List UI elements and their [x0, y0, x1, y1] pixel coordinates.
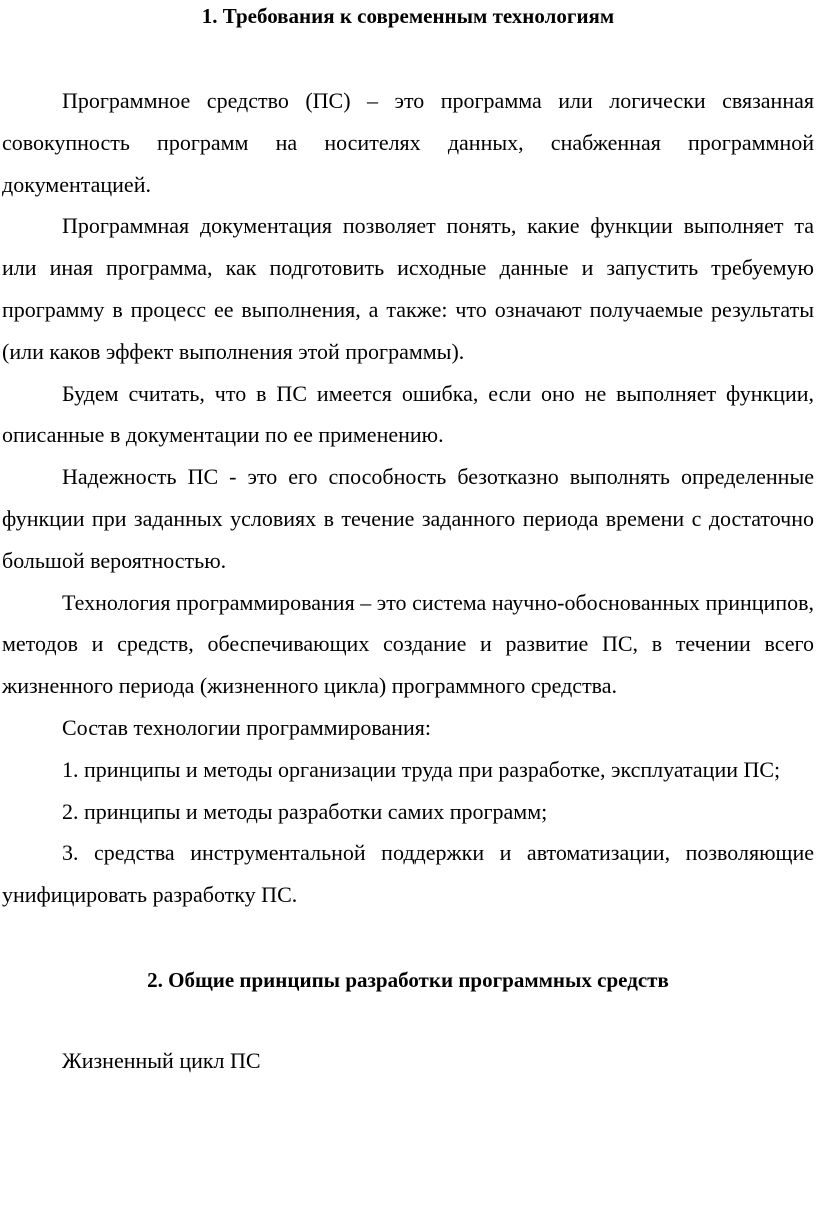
paragraph-error-definition: Будем считать, что в ПС имеется ошибка, если оно не выполняет функции, описанные в документации по ее применению.	[2, 380, 814, 448]
list-item-1: 1. принципы и методы организации труда при разработке, эксплуатации ПС;	[62, 756, 781, 782]
section-2-title: 2. Общие принципы разработки программных средств	[147, 967, 669, 992]
paragraph-documentation: Программная документация позволяет понять, какие функции выполняет та или иная программа, как подготовить исходные данные и запустить требуемую программу в процесс ее выполнения, а также: что означают получаемые результаты (или каков эффект выполнения этой программы).	[2, 213, 814, 364]
paragraph-composition: Состав технологии программирования:	[62, 714, 431, 740]
paragraph-ps-definition: Программное средство (ПС) – это программа или логически связанная совокупность программ на носителях данных, снабженная программной документацией.	[2, 88, 814, 197]
blank-line	[2, 30, 814, 86]
list-item-2: 2. принципы и методы разработки самих программ;	[62, 798, 548, 824]
paragraph-technology: Технология программирования – это система научно-обоснованных принципов, методов и средств, обеспечивающих создание и развитие ПС, в течении всего жизненного периода (жизненного цикла) программного средства.	[2, 589, 814, 699]
section-1-title: 1. Требования к современным технологиям	[201, 4, 615, 28]
paragraph-lifecycle: Жизненный цикл ПС	[62, 1047, 261, 1073]
list-item-3: 3. средства инструментальной поддержки и автоматизации, позволяющие унифицировать разработку ПС.	[2, 840, 814, 908]
paragraph-reliability: Надежность ПС - это его способность безотказно выполнять определенные функции при заданных условиях в течение заданного периода времени с достаточно большой вероятностью.	[2, 464, 814, 573]
